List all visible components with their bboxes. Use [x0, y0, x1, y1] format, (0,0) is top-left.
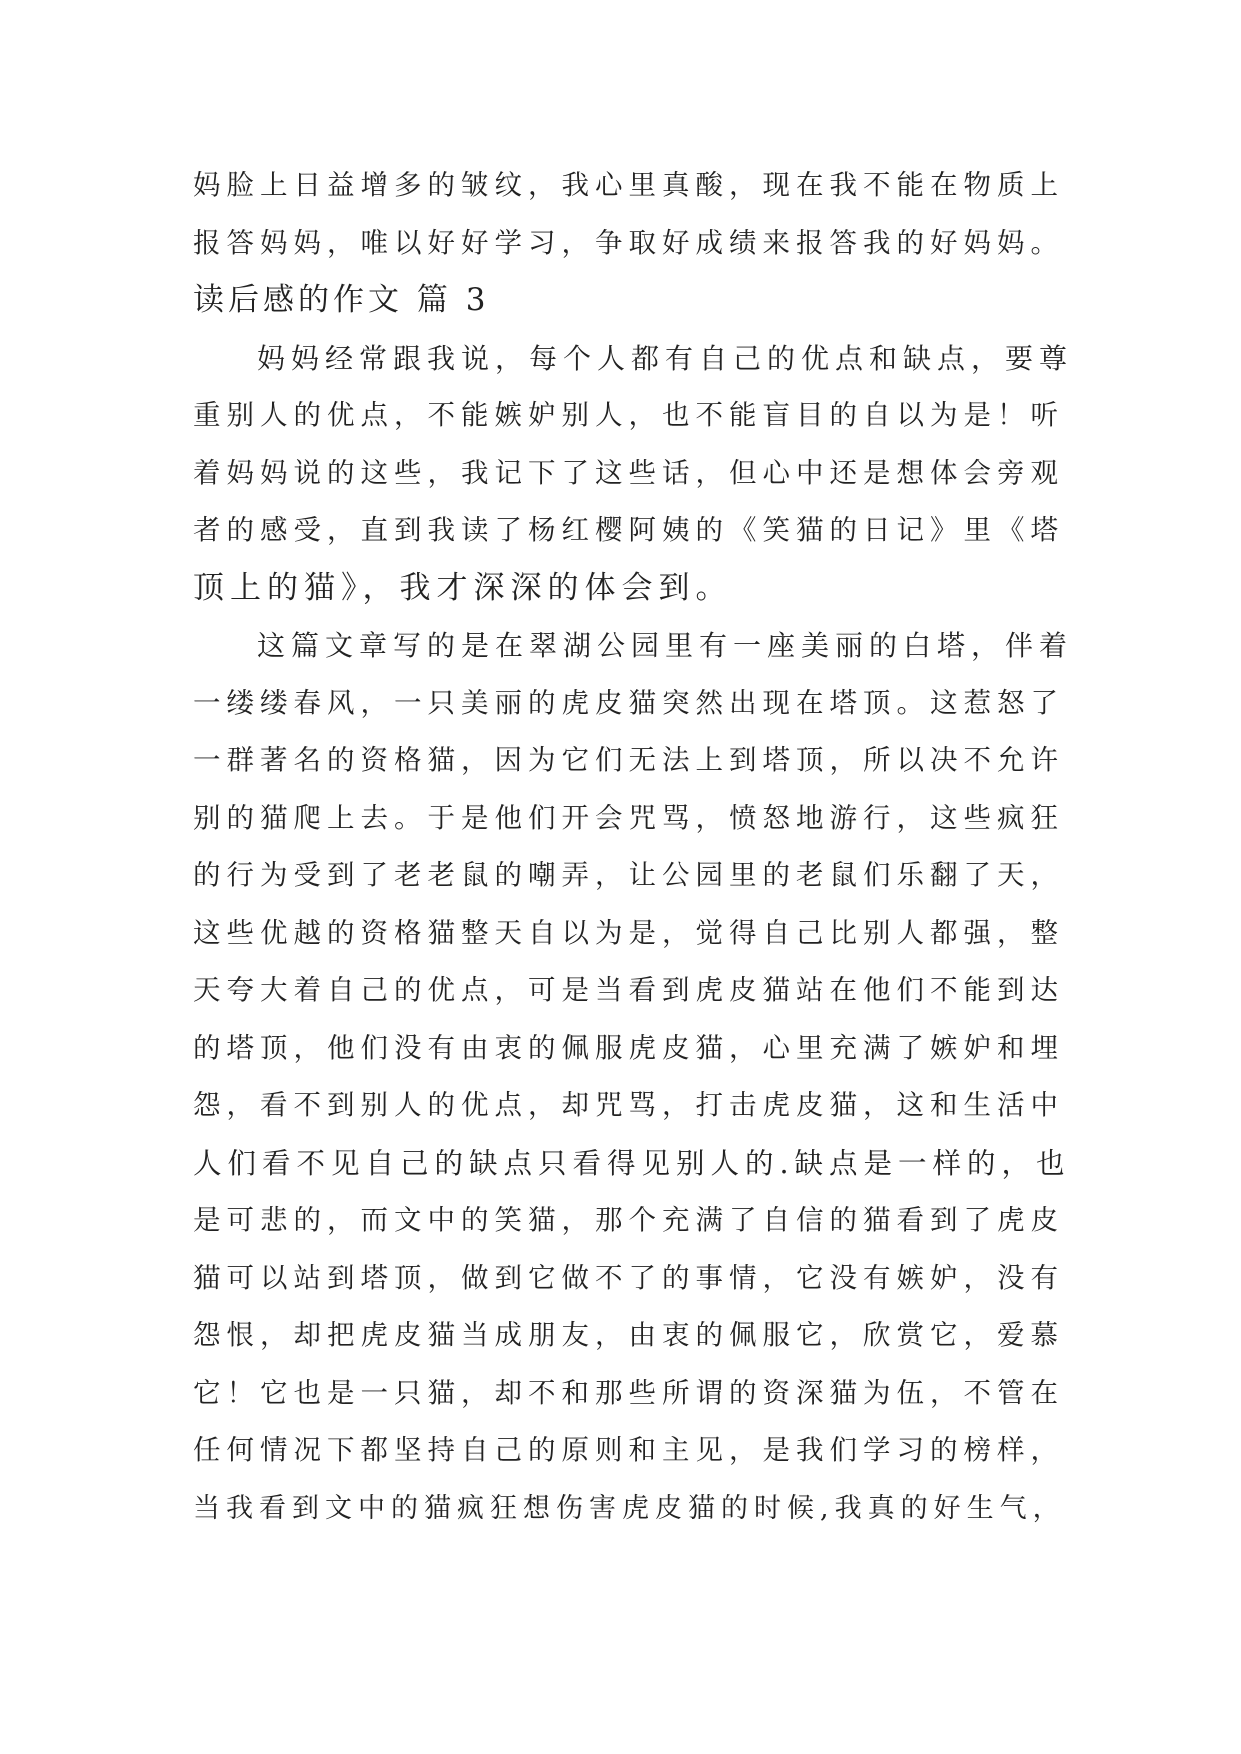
- text-line: 着妈妈说的这些，我记下了这些话，但心中还是想体会旁观: [193, 456, 1064, 489]
- text-line: 天夸大着自己的优点，可是当看到虎皮猫站在他们不能到达: [193, 974, 1064, 1006]
- text-line: 报答妈妈，唯以好好学习，争取好成绩来报答我的好妈妈。: [193, 226, 1064, 259]
- text-line: 的塔顶，他们没有由衷的佩服虎皮猫，心里充满了嫉妒和埋: [193, 1031, 1064, 1064]
- text-line: 它！它也是一只猫，却不和那些所谓的资深猫为伍，不管在: [193, 1376, 1064, 1409]
- text-line: 这些优越的资格猫整天自以为是，觉得自己比别人都强，整: [193, 916, 1064, 949]
- text-line: 当我看到文中的猫疯狂想伤害虎皮猫的时候,我真的好生气，: [193, 1492, 1066, 1524]
- text-line: 猫可以站到塔顶，做到它做不了的事情，它没有嫉妒，没有: [193, 1261, 1064, 1294]
- text-line: 任何情况下都坚持自己的原则和主见，是我们学习的榜样，: [193, 1434, 1064, 1466]
- text-line: 这篇文章写的是在翠湖公园里有一座美丽的白塔，伴着: [257, 629, 1074, 662]
- text-line: 妈脸上日益增多的皱纹，我心里真酸，现在我不能在物质上: [193, 169, 1064, 201]
- section-heading: 读后感的作文 篇 3: [193, 282, 490, 318]
- text-line: 怨恨，却把虎皮猫当成朋友，由衷的佩服它，欣赏它，爱慕: [193, 1319, 1064, 1351]
- text-line: 别的猫爬上去。于是他们开会咒骂，愤怒地游行，这些疯狂: [193, 801, 1064, 834]
- text-line: 是可悲的，而文中的笑猫，那个充满了自信的猫看到了虎皮: [193, 1204, 1064, 1236]
- text-line: 人们看不见自己的缺点只看得见别人的.缺点是一样的，也: [193, 1146, 1071, 1180]
- text-line: 重别人的优点，不能嫉妒别人，也不能盲目的自以为是！听: [193, 399, 1064, 431]
- text-line: 顶上的猫》，我才深深的体会到。: [193, 569, 733, 606]
- text-line: 者的感受，直到我读了杨红樱阿姨的《笑猫的日记》里《塔: [193, 514, 1064, 546]
- text-line: 怨，看不到别人的优点，却咒骂，打击虎皮猫，这和生活中: [193, 1089, 1064, 1121]
- text-line: 妈妈经常跟我说，每个人都有自己的优点和缺点，要尊: [257, 341, 1074, 375]
- text-line: 一群著名的资格猫，因为它们无法上到塔顶，所以决不允许: [193, 744, 1064, 776]
- document-body: [193, 157, 1073, 1537]
- text-line: 的行为受到了老老鼠的嘲弄，让公园里的老鼠们乐翻了天，: [193, 859, 1064, 891]
- text-line: 一缕缕春风，一只美丽的虎皮猫突然出现在塔顶。这惹怒了: [193, 686, 1064, 719]
